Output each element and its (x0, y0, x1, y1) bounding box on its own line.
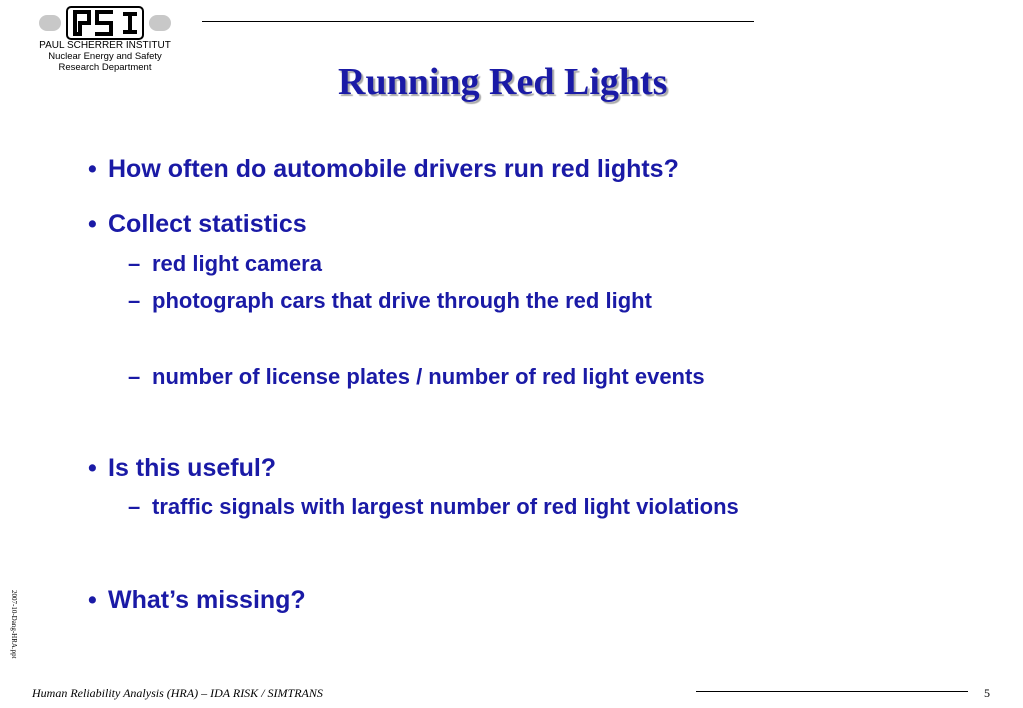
side-filename: 2007-10-Dang-HRA.ppt (10, 590, 18, 659)
psi-logo (39, 6, 171, 40)
division-name: Nuclear Energy and Safety (48, 51, 162, 62)
sub-bullet-marker: – (128, 288, 141, 313)
page-number: 5 (984, 686, 990, 700)
footer-caption: Human Reliability Analysis (HRA) – IDA RISK / SIMTRANS (32, 686, 323, 700)
institute-name: PAUL SCHERRER INSTITUT (39, 40, 171, 51)
bullet-marker: • (88, 210, 97, 238)
header-rule (202, 21, 754, 22)
sub-bullet-item (128, 364, 705, 390)
sub-bullet-marker: – (128, 364, 141, 389)
sub-bullet-text: red light camera (152, 251, 322, 276)
psi-logo-icon (39, 6, 171, 40)
bullet-item (88, 585, 306, 615)
bullet-item (88, 209, 307, 239)
bullet-marker: • (88, 454, 97, 482)
sub-bullet-text: traffic signals with largest number of red light violations (152, 494, 739, 519)
footer-rule (696, 691, 968, 692)
bullet-text: Collect statistics (108, 210, 307, 238)
sub-bullet-text: number of license plates / number of red light events (152, 364, 705, 389)
bullet-text: How often do automobile drivers run red lights? (108, 155, 679, 183)
sub-bullet-marker: – (128, 251, 141, 276)
bullet-marker: • (88, 155, 97, 183)
bullet-item (88, 453, 276, 483)
sub-bullet-marker: – (128, 494, 141, 519)
bullet-marker: • (88, 586, 97, 614)
bullet-item (88, 154, 679, 184)
bullet-text: What’s missing? (108, 586, 306, 614)
sub-bullet-item (128, 251, 322, 277)
sub-bullet-item (128, 494, 739, 520)
psi-logo-block (38, 6, 172, 73)
sub-bullet-item (128, 288, 652, 314)
department-name: Research Department (58, 62, 152, 73)
page-title: Running Red Lights (338, 61, 668, 103)
sub-bullet-text: photograph cars that drive through the red light (152, 288, 652, 313)
bullet-text: Is this useful? (108, 454, 277, 482)
